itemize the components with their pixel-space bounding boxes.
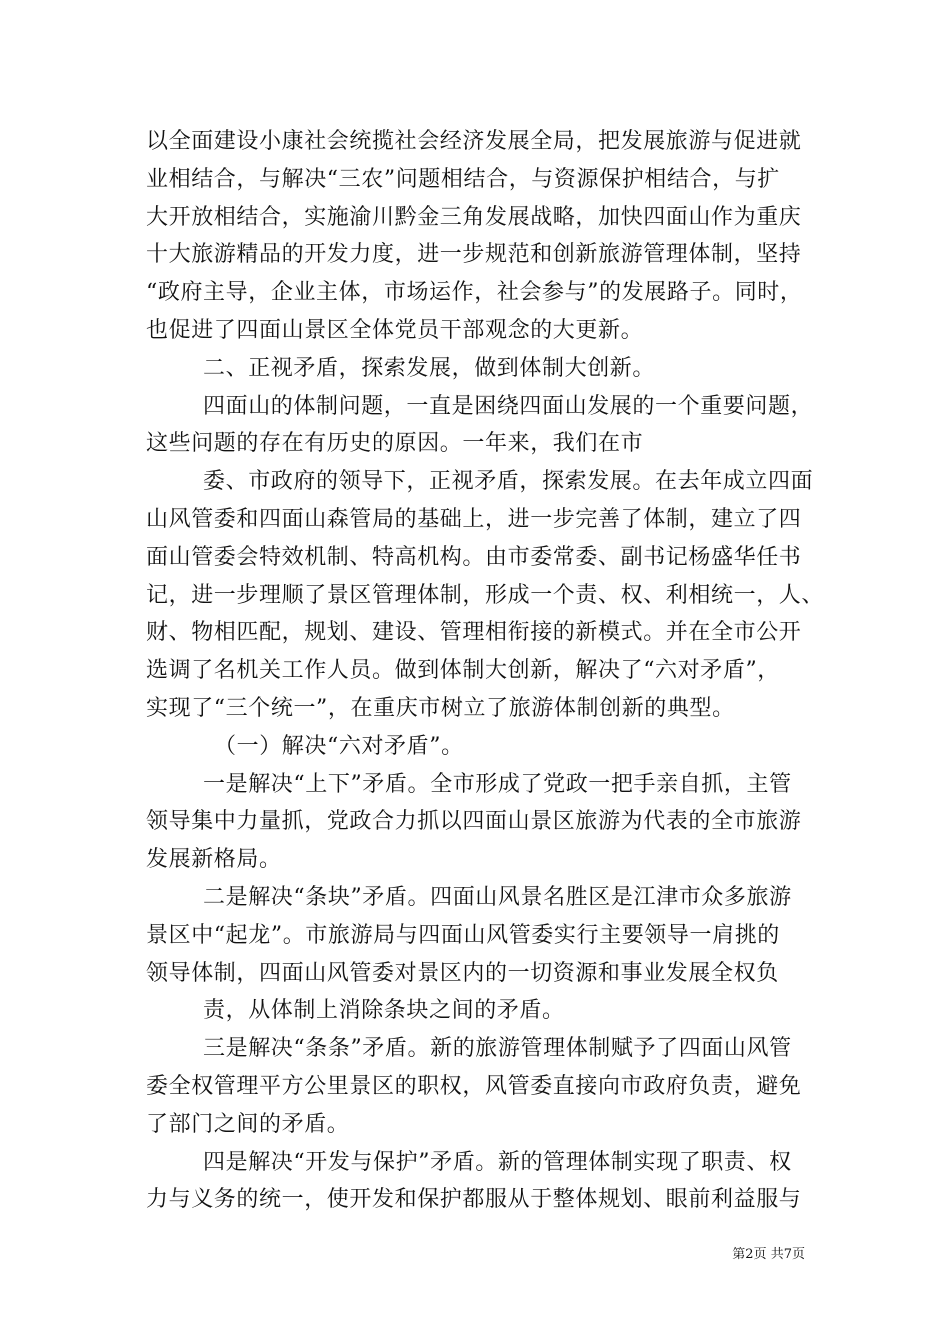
- text-line: 面山管委会特效机制、特高机构。由市委常委、副书记杨盛华任书: [146, 544, 802, 570]
- text-line: 委全权管理平方公里景区的职权，风管委直接向市政府负责，避免: [146, 1073, 802, 1099]
- text-line: 山风管委和四面山森管局的基础上，进一步完善了体制，建立了四: [146, 506, 802, 532]
- text-line: 选调了名机关工作人员。做到体制大创新，解决了“六对矛盾”，: [146, 658, 780, 684]
- footer-suffix: 页: [791, 1247, 805, 1262]
- current-page-number: 2: [745, 1247, 754, 1262]
- text-line: “政府主导，企业主体，市场运作，社会参与”的发展路子。同时，: [146, 280, 803, 306]
- text-line: 财、物相匹配，规划、建设、管理相衔接的新模式。并在全市公开: [146, 620, 802, 646]
- footer-middle: 页 共: [753, 1247, 784, 1262]
- text-line: 领导体制，四面山风管委对景区内的一切资源和事业发展全权负: [146, 960, 779, 986]
- text-line: 力与义务的统一，使开发和保护都服从于整体规划、眼前利益服与: [146, 1187, 802, 1213]
- section-heading: 二、正视矛盾，探索发展，做到体制大创新。: [203, 355, 656, 381]
- text-line: 四是解决“开发与保护”矛盾。新的管理体制实现了职责、权: [203, 1149, 792, 1175]
- page-footer: [0, 1247, 805, 1263]
- text-line: 大开放相结合，实施渝川黔金三角发展战略，加快四面山作为重庆: [146, 204, 802, 230]
- text-line: 四面山的体制问题，一直是困绕四面山发展的一个重要问题，: [203, 393, 814, 419]
- subsection-heading: （一）解决“六对矛盾”。: [214, 733, 464, 759]
- text-line: 一是解决“上下”矛盾。全市形成了党政一把手亲自抓，主管: [203, 771, 792, 797]
- footer-prefix: 第: [732, 1247, 746, 1262]
- text-line: 景区中“起龙”。市旅游局与四面山风管委实行主要领导一肩挑的: [146, 922, 780, 948]
- text-line: 业相结合，与解决“三农”问题相结合，与资源保护相结合，与扩: [146, 166, 780, 192]
- text-line: 记，进一步理顺了景区管理体制，形成一个责、权、利相统一，人、: [146, 582, 825, 608]
- text-line: 了部门之间的矛盾。: [146, 1111, 350, 1137]
- text-line: 以全面建设小康社会统揽社会经济发展全局，把发展旅游与促进就: [146, 129, 802, 154]
- text-line: 三是解决“条条”矛盾。新的旅游管理体制赋予了四面山风管: [203, 1036, 792, 1062]
- text-line: 发展新格局。: [146, 847, 282, 873]
- text-line: 二是解决“条块”矛盾。四面山风景名胜区是江津市众多旅游: [203, 884, 792, 910]
- text-line: 十大旅游精品的开发力度，进一步规范和创新旅游管理体制，坚持: [146, 242, 802, 268]
- text-line: 委、市政府的领导下，正视矛盾，探索发展。在去年成立四面: [203, 469, 814, 495]
- text-line: 领导集中力量抓，党政合力抓以四面山景区旅游为代表的全市旅游: [146, 809, 802, 835]
- text-line: 这些问题的存在有历史的原因。一年来，我们在市: [146, 431, 644, 457]
- text-line: 也促进了四面山景区全体党员干部观念的大更新。: [146, 317, 644, 343]
- body-text: [146, 123, 825, 1219]
- text-line: 责，从体制上消除条块之间的矛盾。: [203, 998, 565, 1024]
- text-line: 实现了“三个统一”，在重庆市树立了旅游体制创新的典型。: [146, 695, 735, 721]
- total-pages-number: 7: [783, 1247, 792, 1262]
